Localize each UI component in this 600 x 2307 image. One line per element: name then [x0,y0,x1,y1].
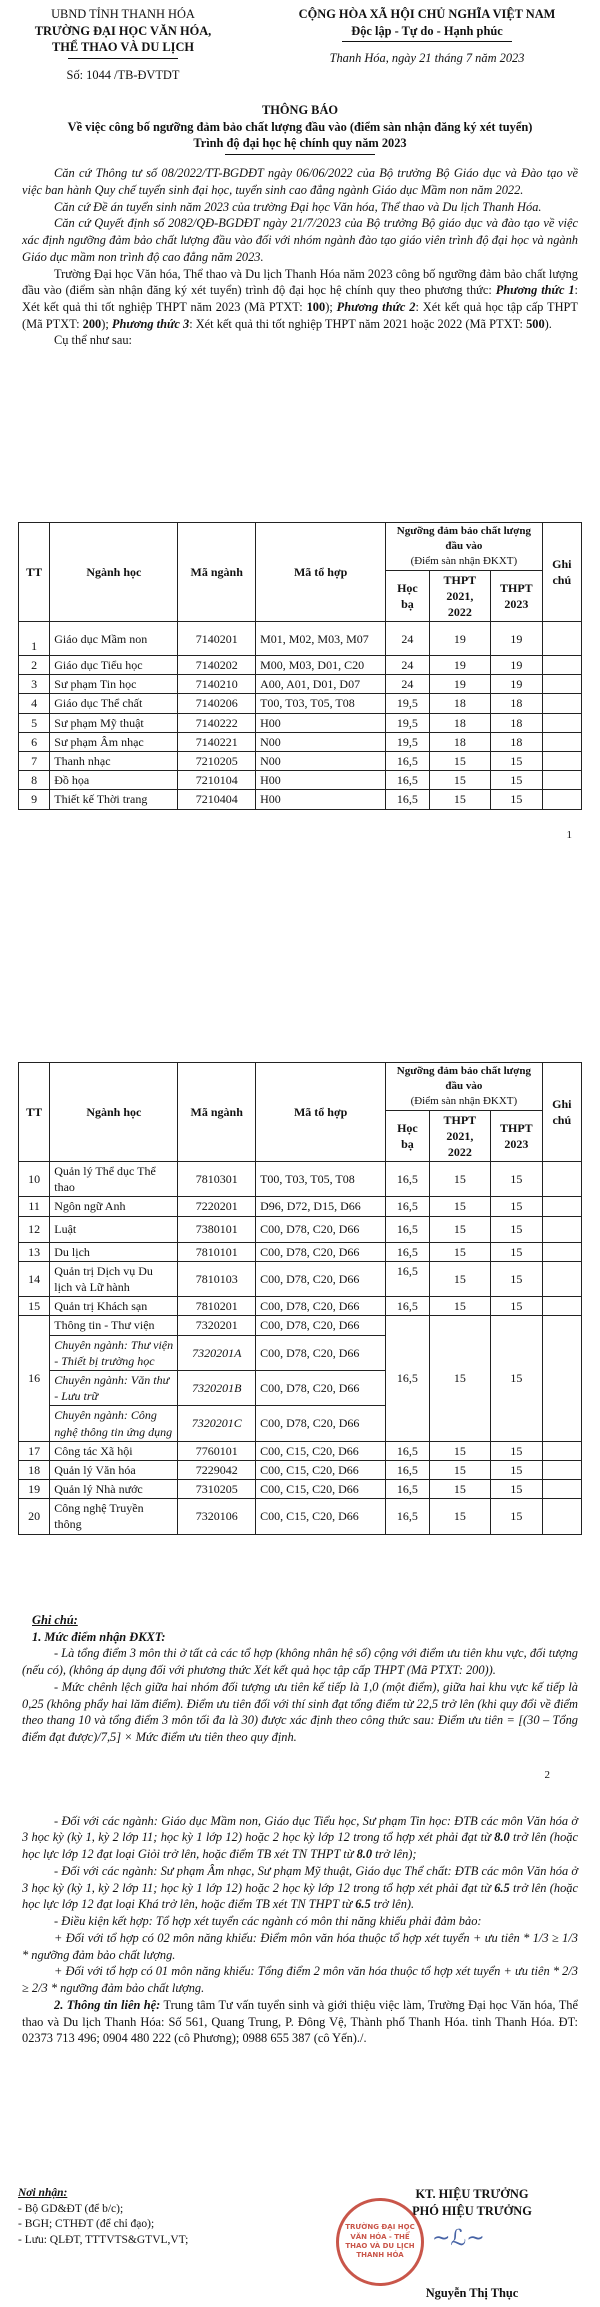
col-note: Ghi chú [542,1063,581,1162]
cell-note [542,752,581,771]
cell-combo: C00, D78, C20, D66 [256,1297,386,1316]
cell-combo: C00, D78, C20, D66 [256,1216,386,1242]
method-2-code: 200 [82,316,102,331]
cell-code: 7810103 [178,1261,256,1296]
cell-thpt-2021-2022: 19 [429,656,491,675]
cell-note [542,1216,581,1242]
method-2-label: Phương thức 2 [336,300,416,315]
note-8 [22,1997,578,2047]
cell-combo: C00, D78, C20, D66 [256,1242,386,1261]
table-row [19,752,582,771]
cell-thpt-2023: 19 [491,622,542,656]
table-row [19,713,582,732]
cell-hocba: 19,5 [386,694,429,713]
issuer-name-line2: THỂ THAO VÀ DU LỊCH [51,40,195,55]
cell-tt: 11 [19,1197,50,1216]
cell-thpt-2023: 18 [491,713,542,732]
cell-thpt-2023: 18 [491,732,542,751]
threshold-subheading: (Điểm sàn nhận ĐKXT) [410,554,518,567]
note-4-text: - Đối với các ngành: Sư phạm Âm nhạc, Sư phạm Mỹ thuật, Giáo dục Thể chất: ĐTB các môn Văn hóa ở 3 học kỳ (kỳ 1, kỳ 2 lớp 11; học kỳ 1 lớp 12) hoặc 2 học kỳ lớp 12 trong tổ hợp xét phải đạt từ [22,1863,578,1895]
cell-hocba: 16,5 [386,1242,429,1261]
cell-combo: C00, C15, C20, D66 [256,1499,386,1534]
cell-code: 7310205 [178,1480,256,1499]
col-thpt-2021-2022: THPT 2021, 2022 [429,570,491,622]
cell-thpt-2023: 15 [491,1499,542,1534]
cell-code: 7220201 [178,1197,256,1216]
cell-specialization: Chuyên ngành: Thư viện - Thiết bị trường học [50,1335,178,1370]
cell-major: Sư phạm Âm nhạc [50,732,178,751]
nation-name: CỘNG HÒA XÃ HỘI CHỦ NGHĨA VIỆT NAM [298,7,556,21]
note-4-text: trở lên (hoặc học lực lớp 12 đạt loại Khá trở lên, hoặc điểm TB xét TN THPT từ [22,1880,578,1912]
cell-specialization: Chuyên ngành: Công nghệ thông tin ứng dụng [50,1406,178,1441]
cell-tt: 14 [19,1261,50,1296]
cell-thpt-2021-2022: 15 [429,1460,491,1479]
cell-thpt-2021-2022: 15 [429,1499,491,1534]
note-4-score: 6.5 [355,1897,371,1912]
cell-thpt-2023: 15 [491,1460,542,1479]
recipient-1: - Bộ GD&ĐT (để b/c); [18,2202,124,2215]
cell-note [542,1197,581,1216]
method-3-code: 500 [526,316,545,331]
cell-thpt-2023: 15 [491,1316,542,1441]
recipient-2: - BGH; CTHĐT (để chỉ đạo); [18,2218,155,2231]
note-4-text: trở lên). [370,1897,415,1912]
cell-hocba: 16,5 [386,1216,429,1242]
cell-code: 7140202 [178,656,256,675]
intro-paragraph-3: Căn cứ Quyết định số 2082/QĐ-BGDĐT ngày 21/7/2023 của Bộ trưởng Bộ giáo dục và đào tạo về việc xác định ngưỡng đảm bảo chất lượng đầu vào đối với nhóm ngành đào tạo giáo viên trình độ đại học và ngành Giáo dục mầm non trình độ cao đẳng năm 2023. [22,216,578,264]
cell-code: 7140210 [178,675,256,694]
table-row [19,622,582,656]
cell-combo: N00 [256,752,386,771]
cell-hocba: 16,5 [386,1197,429,1216]
cell-tt: 5 [19,713,50,732]
title-rule [225,154,375,155]
table-row [19,1197,582,1216]
cell-tt: 19 [19,1480,50,1499]
table-row [19,1242,582,1261]
cell-combo: D96, D72, D15, D66 [256,1197,386,1216]
intro [0,165,600,349]
cell-hocba: 24 [386,656,429,675]
cell-combo: C00, D78, C20, D66 [256,1261,386,1296]
col-thpt-2021-2022: THPT 2021, 2022 [429,1110,491,1162]
method-2-text: : Xét kết quả học tập cấp THPT (Mã PTXT: [22,300,578,331]
cell-thpt-2023: 15 [491,1242,542,1261]
note-4-score: 6.5 [494,1880,510,1895]
cell-major: Quản lý Nhà nước [50,1480,178,1499]
col-threshold [386,1063,542,1111]
cell-combo: A00, A01, D01, D07 [256,675,386,694]
cell-major: Thông tin - Thư viện [50,1316,178,1335]
note-3-text: trở lên); [372,1847,417,1862]
cell-code: 7320201C [178,1406,256,1441]
cell-major: Quản trị Khách sạn [50,1297,178,1316]
cell-tt: 20 [19,1499,50,1534]
cell-note [542,694,581,713]
cell-code: 7210205 [178,752,256,771]
cell-thpt-2021-2022: 19 [429,622,491,656]
motto-rule [342,41,512,42]
table-2-body [19,1162,582,1535]
cell-tt: 1 [19,622,50,656]
cell-note [542,1441,581,1460]
page-number-2: 2 [544,1768,550,1781]
issuer-rule [68,58,178,59]
cell-thpt-2023: 15 [491,790,542,809]
cell-thpt-2021-2022: 15 [429,1441,491,1460]
col-thpt-2023: THPT 2023 [491,1110,542,1162]
cell-hocba: 16,5 [386,752,429,771]
cell-code: 7210104 [178,771,256,790]
cell-thpt-2023: 15 [491,1441,542,1460]
col-hocba: Học bạ [386,570,429,622]
cell-major: Luật [50,1216,178,1242]
sign-title-2: PHÓ HIỆU TRƯỞNG [412,2203,532,2218]
cell-thpt-2023: 15 [491,1162,542,1197]
cell-thpt-2021-2022: 15 [429,1216,491,1242]
cell-tt: 2 [19,656,50,675]
cell-note [542,1297,581,1316]
cell-thpt-2021-2022: 15 [429,1316,491,1441]
cell-note [542,1460,581,1479]
cell-code: 7320106 [178,1499,256,1534]
cell-note [542,656,581,675]
cell-thpt-2023: 19 [491,656,542,675]
page-number-1: 1 [566,828,572,841]
cell-combo: T00, T03, T05, T08 [256,694,386,713]
issuer-parent: UBND TỈNH THANH HÓA [51,7,195,21]
table-row [19,656,582,675]
cell-combo: C00, C15, C20, D66 [256,1441,386,1460]
cell-code: 7229042 [178,1460,256,1479]
cell-tt: 7 [19,752,50,771]
table-row [19,1162,582,1197]
intro-paragraph-5: Cụ thể như sau: [54,333,132,348]
cell-tt: 18 [19,1460,50,1479]
cell-hocba: 19,5 [386,713,429,732]
cell-thpt-2021-2022: 15 [429,1197,491,1216]
col-tt: TT [19,1063,50,1162]
cell-note [542,1162,581,1197]
cell-thpt-2023: 15 [491,752,542,771]
col-major: Ngành học [50,523,178,622]
cell-major: Quản lý Thể dục Thể thao [50,1162,178,1197]
notes-subheading-2: 2. Thông tin liên hệ: [54,1997,161,2012]
cell-note [542,675,581,694]
cell-thpt-2021-2022: 15 [429,1242,491,1261]
cell-note [542,1261,581,1296]
cell-tt: 17 [19,1441,50,1460]
cell-major: Đồ họa [50,771,178,790]
cell-thpt-2023: 15 [491,1297,542,1316]
recipient-3: - Lưu: QLĐT, TTTVTS&GTVL,VT; [18,2233,189,2246]
cell-code: 7760101 [178,1441,256,1460]
cell-tt: 3 [19,675,50,694]
table-row [19,1261,582,1296]
issuer-block [8,6,238,84]
cell-thpt-2023: 15 [491,1197,542,1216]
cell-thpt-2021-2022: 15 [429,1162,491,1197]
cell-hocba: 16,5 [386,790,429,809]
col-hocba: Học bạ [386,1110,429,1162]
col-note: Ghi chú [542,523,581,622]
cell-code: 7380101 [178,1216,256,1242]
method-1-label: Phương thức 1 [495,283,575,298]
col-combo: Mã tổ hợp [256,1063,386,1162]
cell-specialization: Chuyên ngành: Văn thư - Lưu trữ [50,1370,178,1405]
sign-title-1: KT. HIỆU TRƯỞNG [415,2187,529,2201]
cell-hocba: 16,5 [386,1297,429,1316]
note-1: - Là tổng điểm 3 môn thi ở tất cả các tổ hợp (không nhân hệ số) cộng với điểm ưu tiên khu vực, đối tượng (nếu có), (không áp dụng đối với phương thức Xét kết quả học tập cấp THPT (Mã PTXT: 200)). [22,1646,578,1678]
cell-combo: C00, D78, C20, D66 [256,1335,386,1370]
note-2: - Mức chênh lệch giữa hai nhóm đối tượng ưu tiên kế tiếp là 1,0 (một điểm), giữa hai khu vực kế tiếp là 0,25 (không phẩy hai lăm điểm). Điểm ưu tiên đối với thí sinh đạt tổng điểm từ 22,5 trở lên (khi quy đổi về điểm theo thang 10 và tổng điểm 3 môn tối đa là 30) được xác định theo công thức sau: Điểm ưu tiên = [(30 – Tổng điểm đạt được)/7,5] × Mức điểm ưu tiên theo quy định. [22,1679,578,1745]
recipients-block [18,2186,188,2302]
cell-note [542,1316,581,1441]
intro-paragraph-2: Căn cứ Đề án tuyển sinh năm 2023 của trường Đại học Văn hóa, Thể thao và Du lịch Thanh Hóa. [54,199,542,214]
recipients-label: Nơi nhận: [18,2187,68,2199]
cell-hocba: 16,5 [386,1261,429,1296]
table-row [19,694,582,713]
place-date: Thanh Hóa, ngày 21 tháng 7 năm 2023 [329,51,525,66]
official-seal [336,2198,424,2286]
cell-tt: 10 [19,1162,50,1197]
cell-tt: 4 [19,694,50,713]
cell-major: Sư phạm Tin học [50,675,178,694]
cell-major: Giáo dục Tiểu học [50,656,178,675]
cell-thpt-2023: 15 [491,1261,542,1296]
cell-thpt-2021-2022: 15 [429,1480,491,1499]
method-3-text: : Xét kết quả thi tốt nghiệp THPT năm 2021 hoặc 2022 (Mã PTXT: [189,316,527,331]
threshold-table-page-2 [18,1062,582,1535]
cell-combo: C00, D78, C20, D66 [256,1406,386,1441]
threshold-table-page-1 [18,522,582,810]
cell-combo: T00, T03, T05, T08 [256,1162,386,1197]
note-3 [22,1813,578,1863]
cell-combo: C00, C15, C20, D66 [256,1460,386,1479]
table-row [19,675,582,694]
cell-thpt-2021-2022: 18 [429,732,491,751]
seal-text: TRƯỜNG ĐẠI HỌC VĂN HÓA - THỂ THAO VÀ DU LỊCH THANH HÓA [345,2223,415,2260]
col-code: Mã ngành [178,523,256,622]
cell-thpt-2021-2022: 18 [429,694,491,713]
cell-thpt-2021-2022: 15 [429,771,491,790]
cell-hocba: 16,5 [386,1316,429,1441]
cell-code: 7810301 [178,1162,256,1197]
cell-major: Quản trị Dịch vụ Du lịch và Lữ hành [50,1261,178,1296]
cell-tt: 13 [19,1242,50,1261]
cell-combo: M00, M03, D01, C20 [256,656,386,675]
document-footer [0,2178,600,2302]
threshold-heading: Ngưỡng đảm bảo chất lượng đầu vào [396,1065,531,1092]
cell-tt: 6 [19,732,50,751]
cell-combo: C00, D78, C20, D66 [256,1370,386,1405]
cell-hocba: 16,5 [386,1480,429,1499]
cell-major: Giáo dục Mầm non [50,622,178,656]
cell-combo: H00 [256,771,386,790]
title-line2: Về việc công bố ngưỡng đảm bảo chất lượng đầu vào (điểm sàn nhận đăng ký xét tuyển) [67,119,533,134]
cell-code: 7140206 [178,694,256,713]
cell-tt: 16 [19,1316,50,1441]
cell-tt: 15 [19,1297,50,1316]
cell-hocba: 16,5 [386,1499,429,1534]
method-3-label: Phương thức 3 [111,316,190,331]
cell-code: 7210404 [178,790,256,809]
cell-note [542,1499,581,1534]
handwritten-signature: ~⁠ℒ~ [432,2226,485,2251]
cell-code: 7140201 [178,622,256,656]
col-major: Ngành học [50,1063,178,1162]
cell-major: Công tác Xã hội [50,1441,178,1460]
cell-hocba: 19,5 [386,732,429,751]
cell-thpt-2023: 15 [491,1216,542,1242]
table-row [19,1297,582,1316]
table-row [19,1441,582,1460]
col-thpt-2023: THPT 2023 [491,570,542,622]
cell-hocba: 16,5 [386,1441,429,1460]
issuer-name-line1: TRƯỜNG ĐẠI HỌC VĂN HÓA, [34,23,212,38]
intro-text: Trường Đại học Văn hóa, Thể thao và Du lịch Thanh Hóa năm 2023 công bố ngưỡng đảm bảo chất lượng đầu vào (điểm sàn nhận đăng ký xét tuyển) trình độ đại học hệ chính quy theo phương thức: [22,266,578,298]
cell-code: 7320201A [178,1335,256,1370]
contact-info: Trung tâm Tư vấn tuyển sinh và giới thiệu việc làm, Trường Đại học Văn hóa, Thể thao và Du lịch Thanh Hóa: Số 561, Quang Trung, P. Đông Vệ, Thành phố Thanh Hóa. tỉnh Thanh Hóa. ĐT: 02373 713 496; 0904 480 222 (cô Phương); 0988 655 387 (cô Yến)./. [22,1997,578,2046]
cell-combo: C00, D78, C20, D66 [256,1316,386,1335]
method-1-text: : Xét kết quả thi tốt nghiệp THPT năm 2023 (Mã PTXT: [22,283,578,315]
cell-note [542,1242,581,1261]
cell-major: Quản lý Văn hóa [50,1460,178,1479]
col-combo: Mã tổ hợp [256,523,386,622]
document-number: Số: 1044 /TB-ĐVTDT [66,68,180,83]
cell-tt: 9 [19,790,50,809]
cell-combo: C00, C15, C20, D66 [256,1480,386,1499]
cell-code: 7140222 [178,713,256,732]
threshold-heading: Ngưỡng đảm bảo chất lượng đầu vào [396,525,531,552]
cell-thpt-2021-2022: 15 [429,1261,491,1296]
cell-combo: N00 [256,732,386,751]
cell-note [542,713,581,732]
note-3-score: 8.0 [356,1847,373,1862]
cell-note [542,1480,581,1499]
table-row [19,790,582,809]
cell-major: Ngôn ngữ Anh [50,1197,178,1216]
cell-combo: H00 [256,713,386,732]
cell-thpt-2023: 15 [491,1480,542,1499]
table-row [19,1480,582,1499]
cell-hocba: 24 [386,622,429,656]
cell-note [542,771,581,790]
cell-code: 7140221 [178,732,256,751]
table-row [19,1499,582,1534]
cell-code: 7810201 [178,1297,256,1316]
cell-thpt-2023: 19 [491,675,542,694]
cell-hocba: 24 [386,675,429,694]
cell-tt: 8 [19,771,50,790]
cell-major: Công nghệ Truyền thông [50,1499,178,1534]
title-line3: Trình độ đại học hệ chính quy năm 2023 [193,136,407,151]
cell-hocba: 16,5 [386,771,429,790]
cell-note [542,622,581,656]
table-1-body [19,622,582,810]
col-tt: TT [19,523,50,622]
table-row [19,732,582,751]
note-3-text: trở lên (hoặc học lực lớp 12 đạt loại Giỏi trở lên, hoặc điểm TB xét TN THPT từ [22,1830,578,1862]
cell-thpt-2021-2022: 15 [429,1297,491,1316]
note-3-text: - Đối với các ngành: Giáo dục Mầm non, Giáo dục Tiểu học, Sư phạm Tin học: ĐTB các môn Văn hóa ở 3 học kỳ (kỳ 1, kỳ 2 lớp 11; học kỳ 1 lớp 12) hoặc 2 học kỳ lớp 12 trong tổ hợp xét phải đạt từ [22,1813,578,1845]
nation-block [262,6,592,84]
table-row [19,1216,582,1242]
intro-paragraph-1: Căn cứ Thông tư số 08/2022/TT-BGDĐT ngày 06/06/2022 của Bộ trưởng Bộ Giáo dục và Đào tạo về việc ban hành Quy chế tuyển sinh đại học, tuyển sinh cao đẳng ngành Giáo dục Mầm non năm 2022. [22,166,578,197]
table-row [19,771,582,790]
col-code: Mã ngành [178,1063,256,1162]
cell-major: Thanh nhạc [50,752,178,771]
notes-subheading-1: 1. Mức điểm nhận ĐKXT: [32,1629,166,1644]
intro-paragraph-4: Trường Đại học Văn hóa, Thể thao và Du lịch Thanh Hóa năm 2023 công bố ngưỡng đảm bảo chất lượng đầu vào (điểm sàn nhận đăng ký xét tuyển) trình độ đại học hệ chính quy theo phương thức: Phương thức 1: Xét kết quả thi tốt nghiệp THPT năm 2023 (Mã PTXT: 100); Phương thức 2: Xét kết quả học tập cấp THPT (Mã PTXT: 200); Phương thức 3: Xét kết quả thi tốt nghiệp THPT năm 2021 hoặc 2022 (Mã PTXT: 500). [22,266,578,331]
cell-major: Giáo dục Thể chất [50,694,178,713]
cell-note [542,790,581,809]
cell-code: 7320201 [178,1316,256,1335]
table-row [19,1460,582,1479]
cell-major: Du lịch [50,1242,178,1261]
method-1-code: 100 [306,300,326,315]
cell-thpt-2021-2022: 15 [429,790,491,809]
cell-code: 7810101 [178,1242,256,1261]
notes-heading: Ghi chú: [32,1613,78,1627]
document-title [0,102,600,155]
cell-major: Thiết kế Thời trang [50,790,178,809]
note-6: + Đối với tổ hợp có 02 môn năng khiếu: Điểm môn văn hóa thuộc tổ hợp xét tuyển + ưu tiên * 1/3 ≥ 1/3 * ngưỡng đảm bảo chất lượng. [22,1930,578,1962]
threshold-subheading: (Điểm sàn nhận ĐKXT) [410,1094,518,1107]
col-threshold [386,523,542,571]
notes-section [0,1612,600,2047]
document-header [0,0,600,84]
cell-combo: M01, M02, M03, M07 [256,622,386,656]
cell-combo: H00 [256,790,386,809]
table-row [19,1316,582,1335]
cell-thpt-2023: 18 [491,694,542,713]
cell-tt: 12 [19,1216,50,1242]
cell-thpt-2021-2022: 15 [429,752,491,771]
cell-thpt-2023: 15 [491,771,542,790]
title-line1: THÔNG BÁO [261,102,339,117]
cell-major: Sư phạm Mỹ thuật [50,713,178,732]
note-7: + Đối với tổ hợp có 01 môn năng khiếu: Tổng điểm 2 môn văn hóa thuộc tổ hợp xét tuyển + ưu tiên * 2/3 ≥ 2/3 * ngưỡng đảm bảo chất lượng. [22,1964,578,1996]
signer-name: Nguyễn Thị Thục [425,2286,519,2301]
note-4 [22,1863,578,1913]
cell-hocba: 16,5 [386,1162,429,1197]
nation-motto: Độc lập - Tự do - Hạnh phúc [351,23,503,38]
cell-note [542,732,581,751]
cell-thpt-2021-2022: 19 [429,675,491,694]
note-5: - Điều kiện kết hợp: Tổ hợp xét tuyển các ngành có môn thi năng khiếu phải đảm bảo: [54,1914,482,1929]
cell-hocba: 16,5 [386,1460,429,1479]
cell-thpt-2021-2022: 18 [429,713,491,732]
cell-code: 7320201B [178,1370,256,1405]
note-3-score: 8.0 [494,1830,510,1845]
